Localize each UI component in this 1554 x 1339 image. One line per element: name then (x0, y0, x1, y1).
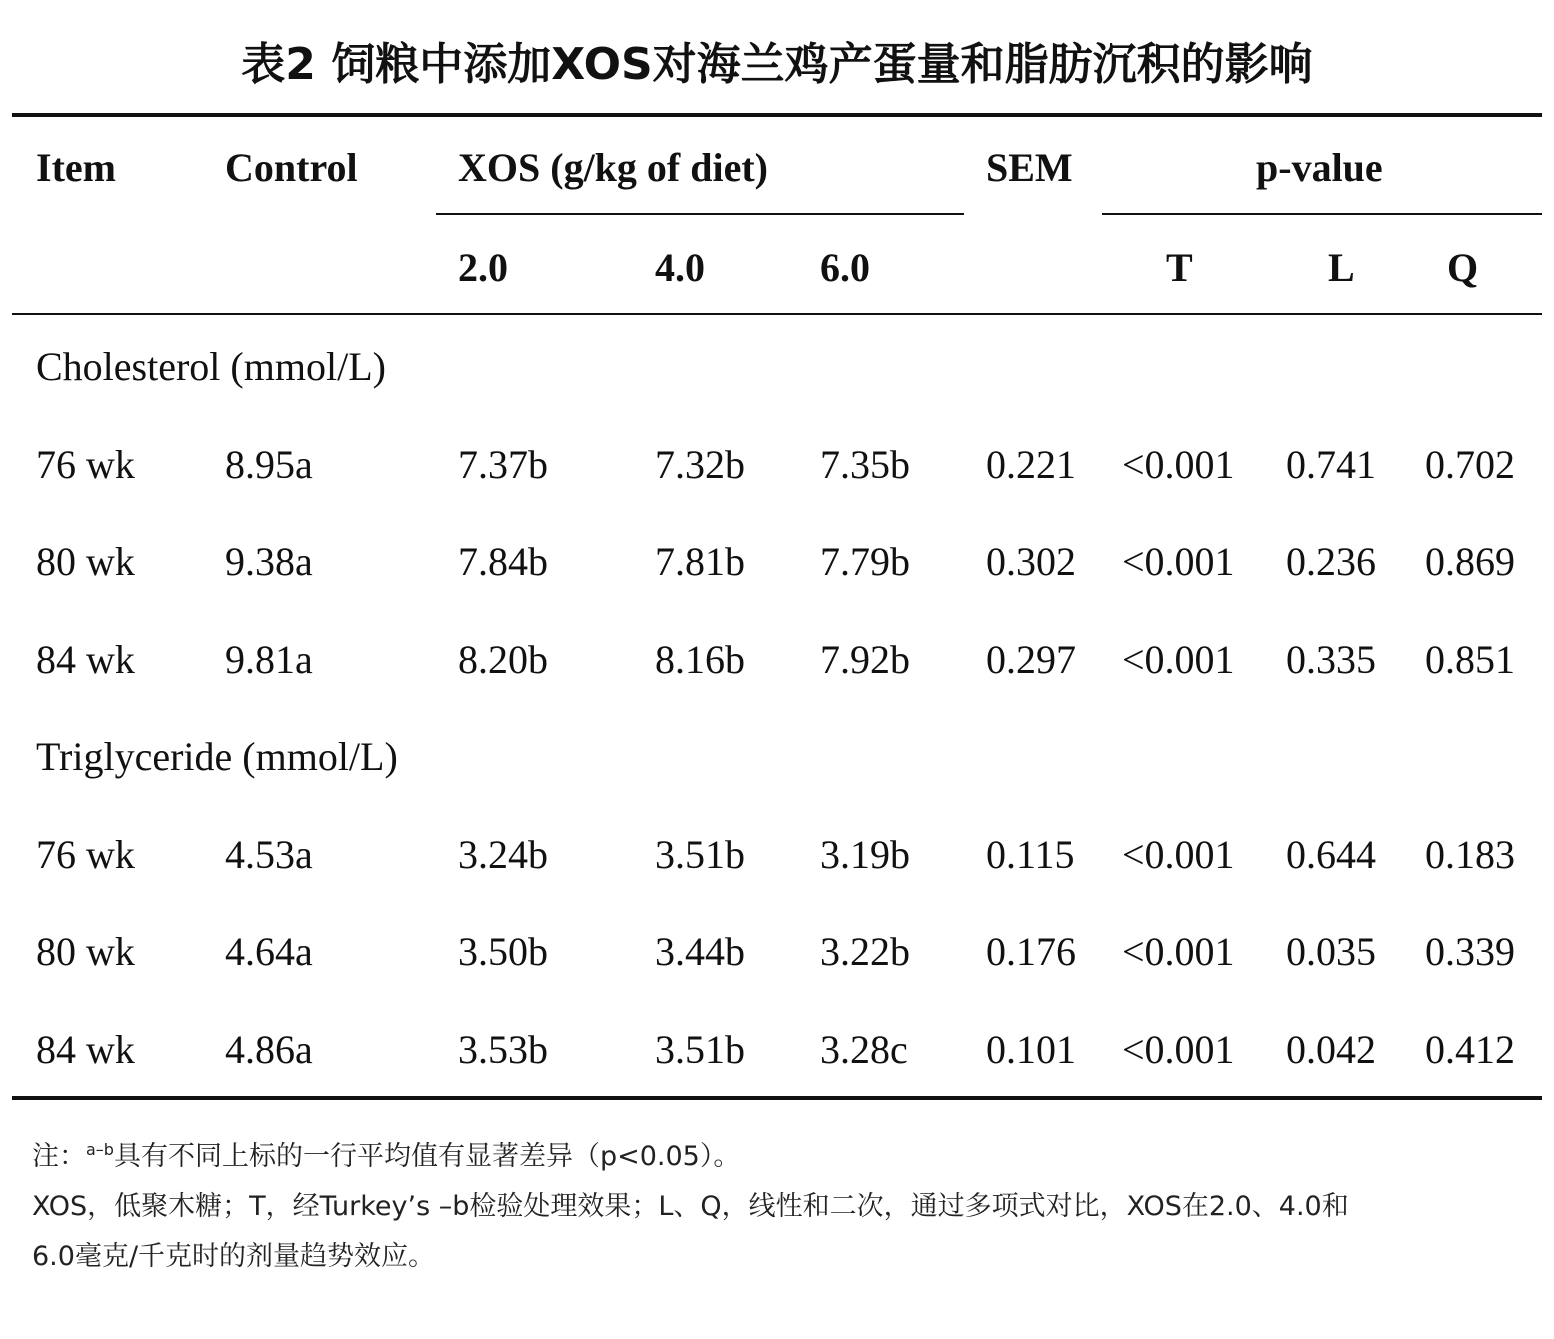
footnote-line-2: XOS，低聚木糖；T，经Turkey’s –b检验处理效果；L、Q，线性和二次，通过多项式对比，XOS在2.0、4.0和 (32, 1191, 1349, 1222)
table-cell: 0.339 (1425, 929, 1515, 974)
table-cell: 0.183 (1425, 832, 1515, 877)
table-cell: 84 wk (36, 1027, 135, 1072)
header-dose-4: 4.0 (655, 245, 705, 290)
table-cell: 80 wk (36, 929, 135, 974)
table-cell: 0.869 (1425, 539, 1515, 584)
table-cell: 8.20b (458, 637, 548, 682)
table-cell: 4.86a (225, 1027, 313, 1072)
table-cell: 7.79b (820, 539, 910, 584)
header-item: Item (36, 145, 116, 190)
header-xos: XOS (g/kg of diet) (458, 145, 768, 190)
header-p-l: L (1328, 245, 1355, 290)
table-cell: 4.53a (225, 832, 313, 877)
table-cell: <0.001 (1122, 832, 1235, 877)
table-title: 表2 饲粮中添加XOS对海兰鸡产蛋量和脂肪沉积的影响 (241, 39, 1313, 90)
table-cell: 0.851 (1425, 637, 1515, 682)
table-cell: 3.19b (820, 832, 910, 877)
header-control: Control (225, 145, 358, 190)
table-cell: 0.741 (1286, 442, 1376, 487)
table-cell: 0.335 (1286, 637, 1376, 682)
table-cell: 76 wk (36, 832, 135, 877)
table-cell: 0.042 (1286, 1027, 1376, 1072)
top-rule (12, 113, 1542, 117)
table-cell: 0.176 (986, 929, 1076, 974)
table-cell: 3.51b (655, 832, 745, 877)
table-cell: 0.236 (1286, 539, 1376, 584)
table-cell: 0.035 (1286, 929, 1376, 974)
table-cell: 80 wk (36, 539, 135, 584)
header-dose-6: 6.0 (820, 245, 870, 290)
table-cell: 76 wk (36, 442, 135, 487)
table-cell: 0.297 (986, 637, 1076, 682)
table-cell: 0.115 (986, 832, 1075, 877)
header-sem: SEM (986, 145, 1073, 190)
section-label-cholesterol: Cholesterol (mmol/L) (36, 344, 386, 389)
table-cell: 7.84b (458, 539, 548, 584)
footnote-prefix: 注： (32, 1141, 86, 1172)
table-cell: <0.001 (1122, 442, 1235, 487)
footnote-superscript: a–b (86, 1140, 114, 1159)
table-cell: 3.24b (458, 832, 548, 877)
table-cell: 8.95a (225, 442, 313, 487)
table-cell: <0.001 (1122, 1027, 1235, 1072)
table-cell: 84 wk (36, 637, 135, 682)
table-cell: <0.001 (1122, 637, 1235, 682)
table-cell: 3.51b (655, 1027, 745, 1072)
table-cell: 7.32b (655, 442, 745, 487)
section-label-triglyceride: Triglyceride (mmol/L) (36, 734, 398, 779)
table-cell: 0.302 (986, 539, 1076, 584)
pvalue-subrule (1102, 213, 1542, 215)
footnote-line-3: 6.0毫克/千克时的剂量趋势效应。 (32, 1241, 436, 1272)
footnote-line-1 (32, 1134, 740, 1173)
header-pvalue: p-value (1256, 145, 1383, 190)
table-cell: 9.38a (225, 539, 313, 584)
table-cell: 7.81b (655, 539, 745, 584)
header-rule (12, 313, 1542, 315)
table-cell: 7.92b (820, 637, 910, 682)
table-cell: 0.101 (986, 1027, 1076, 1072)
table-cell: <0.001 (1122, 539, 1235, 584)
table-cell: 0.412 (1425, 1027, 1515, 1072)
table-cell: 3.50b (458, 929, 548, 974)
table-cell: 3.53b (458, 1027, 548, 1072)
table-cell: 3.22b (820, 929, 910, 974)
bottom-rule (12, 1096, 1542, 1100)
table-cell: 0.221 (986, 442, 1076, 487)
table-cell: 8.16b (655, 637, 745, 682)
footnote-text: 具有不同上标的一行平均值有显著差异（p<0.05）。 (113, 1141, 741, 1172)
table-cell: 7.37b (458, 442, 548, 487)
xos-subrule (436, 213, 964, 215)
header-p-t: T (1166, 245, 1193, 290)
table-cell: 9.81a (225, 637, 313, 682)
table-cell: <0.001 (1122, 929, 1235, 974)
header-dose-2: 2.0 (458, 245, 508, 290)
table-cell: 0.702 (1425, 442, 1515, 487)
header-p-q: Q (1447, 245, 1479, 290)
table-cell: 4.64a (225, 929, 313, 974)
table-cell: 0.644 (1286, 832, 1376, 877)
table-cell: 3.28c (820, 1027, 908, 1072)
table-cell: 3.44b (655, 929, 745, 974)
table-cell: 7.35b (820, 442, 910, 487)
